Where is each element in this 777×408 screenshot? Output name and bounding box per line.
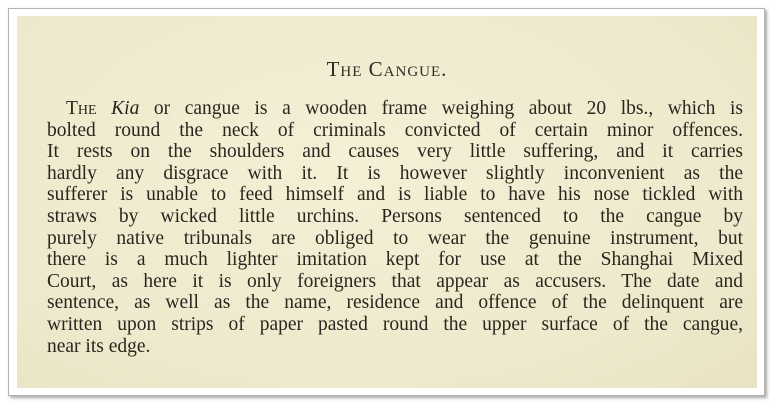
- text-line-1: [47, 98, 743, 120]
- text-line-5: sufferer is unable to feed himself and is liable to have his nose tickled with: [47, 184, 743, 206]
- text-line-3: It rests on the shoulders and causes very little suffering, and it carries: [47, 141, 743, 163]
- text-line-6: straws by wicked little urchins. Persons sentenced to the cangue by: [47, 205, 743, 227]
- text-line-7: purely native tribunals are obliged to wear the genuine instrument, but: [47, 227, 743, 249]
- text-line-11: written upon strips of paper pasted round the upper surface of the cangue,: [47, 313, 743, 335]
- image-frame: [8, 8, 765, 396]
- scanned-page: [17, 16, 757, 388]
- text-line-2: bolted round the neck of criminals convicted of certain minor offences.: [47, 119, 743, 141]
- lead-word: The: [66, 98, 97, 119]
- text-line-8: there is a much lighter imitation kept for use at the Shanghai Mixed: [47, 249, 743, 271]
- italic-term: Kia: [111, 98, 140, 119]
- text-line-10: sentence, as well as the name, residence and offence of the delinquent are: [47, 292, 743, 314]
- page-title: The Cangue.: [326, 57, 448, 81]
- line-1-rest: or cangue is a wooden frame weighing about 20 lbs., which is: [139, 98, 744, 119]
- text-line-12: near its edge.: [47, 335, 151, 357]
- text-line-4: hardly any disgrace with it. It is however slightly inconvenient as the: [47, 162, 743, 184]
- body-paragraph: [47, 98, 743, 357]
- text-line-9: Court, as here it is only foreigners that appear as accusers. The date and: [47, 270, 743, 292]
